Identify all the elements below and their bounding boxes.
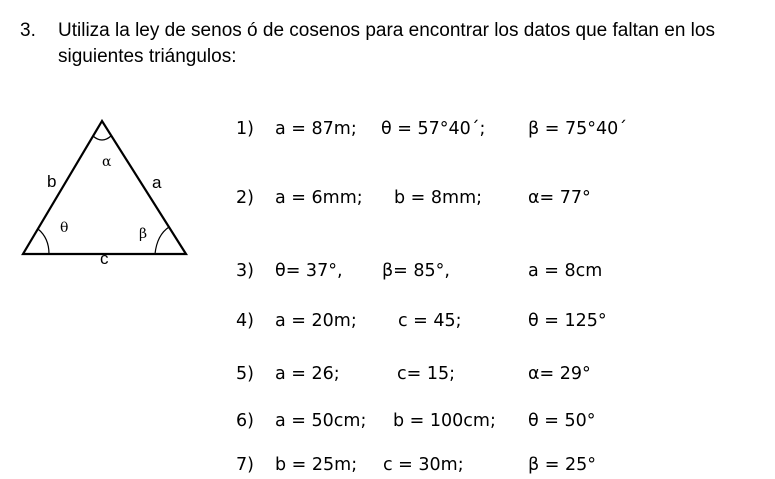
problem-value-2: β= 85°,	[382, 261, 450, 281]
problem-value-2: c = 30m;	[383, 455, 464, 475]
problem-value-1: a = 20m;	[275, 311, 357, 331]
problem-value-2: θ = 57°40´;	[381, 119, 486, 139]
problem-number: 1)	[236, 119, 254, 139]
problem-value-3: β = 75°40´	[528, 119, 627, 139]
problem-value-2: b = 8mm;	[394, 188, 483, 208]
side-label-a: a	[152, 173, 162, 192]
problem-value-3: β = 25°	[528, 455, 596, 475]
problem-number: 6)	[236, 411, 254, 431]
problem-value-1: a = 6mm;	[275, 188, 363, 208]
angle-label-alpha: α	[102, 154, 112, 170]
problem-value-3: a = 8cm	[528, 261, 603, 281]
question-number: 3.	[20, 20, 36, 41]
problem-number: 7)	[236, 455, 254, 475]
problem-value-1: θ= 37°,	[275, 261, 343, 281]
problem-value-1: b = 25m;	[275, 455, 358, 475]
problem-value-3: α= 29°	[528, 364, 591, 384]
problem-value-2: b = 100cm;	[393, 411, 496, 431]
problem-value-1: a = 87m;	[275, 119, 357, 139]
problem-value-2: c= 15;	[397, 364, 456, 384]
side-label-b: b	[47, 172, 57, 191]
problem-value-3: α= 77°	[528, 188, 591, 208]
problem-number: 3)	[236, 261, 254, 281]
problem-value-3: θ = 125°	[528, 311, 607, 331]
problem-value-1: a = 50cm;	[275, 411, 367, 431]
problem-row	[0, 360, 775, 388]
problem-row	[0, 115, 775, 143]
problem-row	[0, 184, 775, 212]
problem-row	[0, 407, 775, 435]
question-text-line-2: siguientes triángulos:	[58, 46, 237, 67]
problem-value-3: θ = 50°	[528, 411, 596, 431]
side-label-c: c	[100, 249, 109, 268]
problem-row	[0, 451, 775, 479]
problem-row	[0, 257, 775, 285]
problem-value-2: c = 45;	[398, 311, 462, 331]
angle-label-theta: θ	[60, 220, 69, 236]
angle-label-beta: β	[139, 226, 148, 242]
problem-row	[0, 307, 775, 335]
problem-number: 2)	[236, 188, 254, 208]
problem-number: 4)	[236, 311, 254, 331]
problem-value-1: a = 26;	[275, 364, 340, 384]
problem-number: 5)	[236, 364, 254, 384]
question-text-line-1: Utiliza la ley de senos ó de cosenos para encontrar los datos que faltan en los	[58, 20, 715, 41]
